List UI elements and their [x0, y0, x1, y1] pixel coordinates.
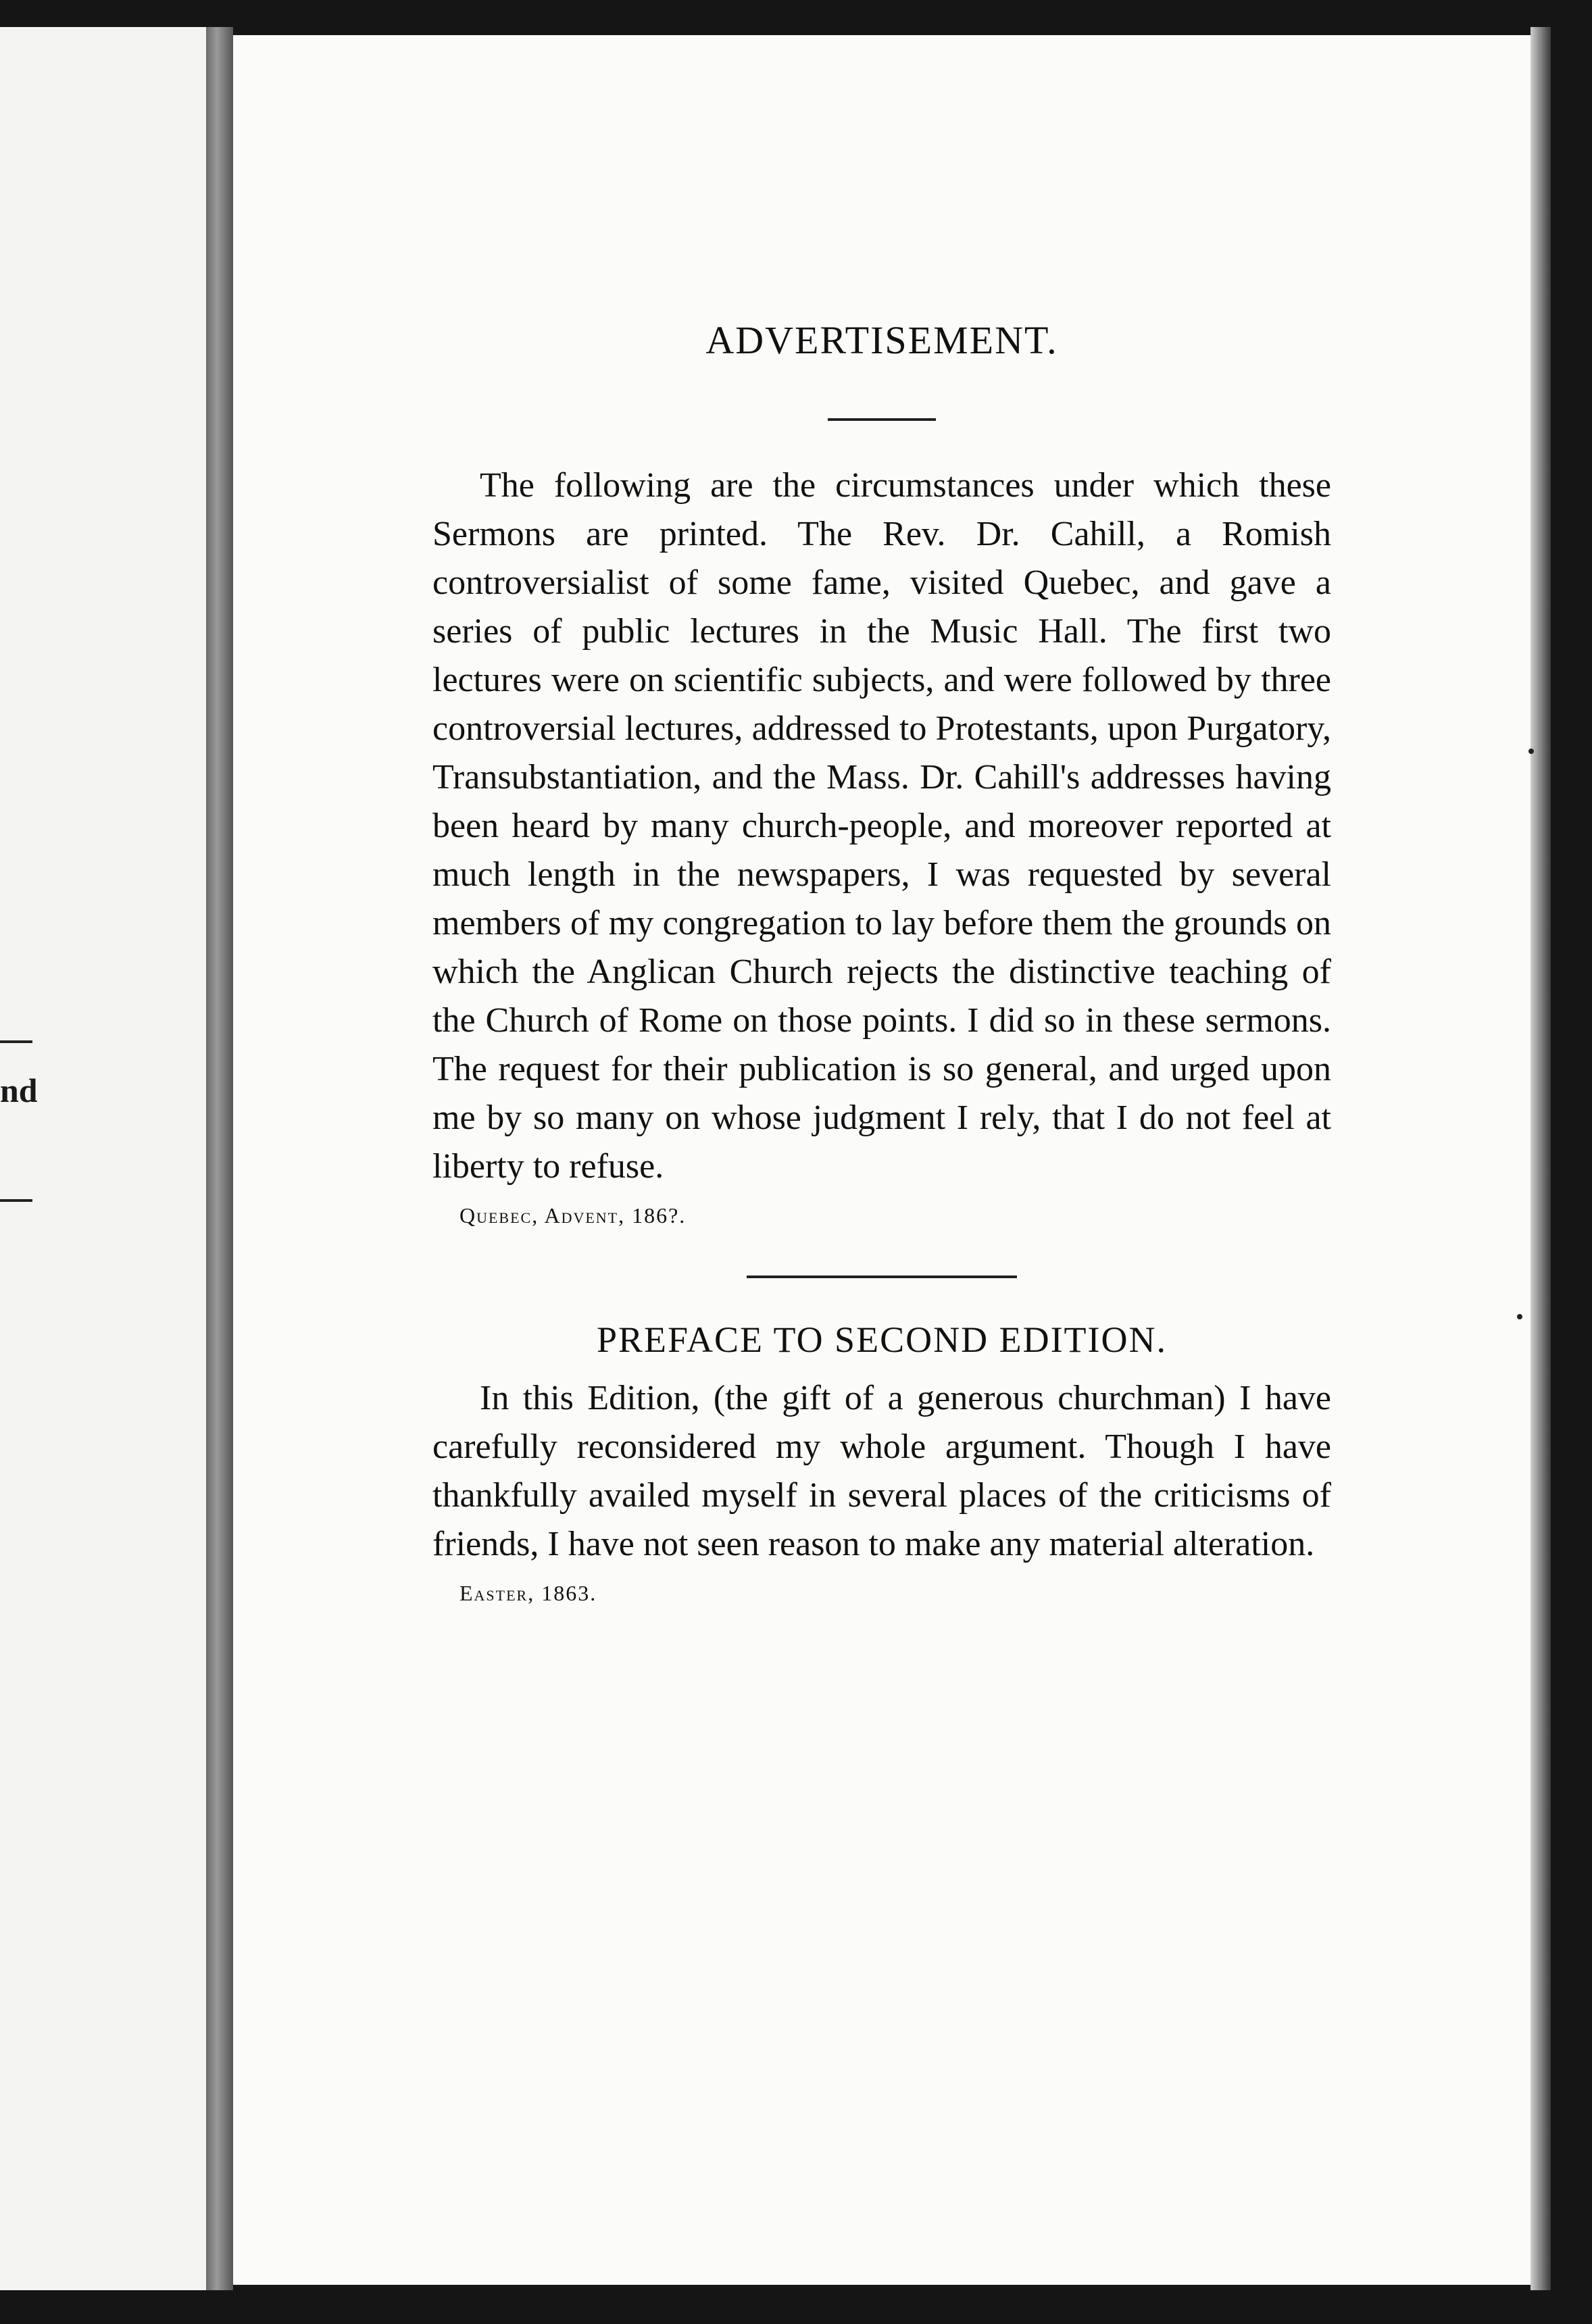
- advertisement-body: The following are the circumstances under which these Sermons are printed. The Rev. Dr. Cahill, a Romish controversialist of some fame, visited Quebec, and gave a series of public lectures in the Music Hall. The first two lectures were on scientific subjects, and were followed by three controversial lectures, addressed to Protestants, upon Purgatory, Transubstantiation, and the Mass. Dr. Cahill's addresses having been heard by many church-people, and moreover reported at much length in the newspapers, I was requested by several members of my congregation to lay before them the grounds on which the Anglican Church rejects the distinctive teaching of the Church of Rome on those points. I did so in these sermons. The request for their publication is so general, and urged upon me by so many on whose judgment I rely, that I do not feel at liberty to refuse.: [432, 466, 1331, 1186]
- previous-page-fragment: nd: [0, 1071, 38, 1109]
- previous-page-edge: [0, 27, 206, 2290]
- book-gutter: [206, 27, 233, 2290]
- preface-signature: Easter, 1863.: [459, 1581, 597, 1605]
- preface-body: In this Edition, (the gift of a generous churchman) I have carefully reconsidered my whole argument. Though I have thankfully availed myself in several places of the criticisms of friends, I have not seen reason to make any material alteration.: [432, 1379, 1331, 1563]
- scan-speck: [1517, 1314, 1522, 1319]
- preface-heading: PREFACE TO SECOND EDITION.: [596, 1319, 1168, 1360]
- section-divider: [747, 1275, 1017, 1278]
- previous-page-rule: [0, 1199, 32, 1202]
- heading-rule: [828, 418, 936, 421]
- previous-page-rule: [0, 1040, 32, 1043]
- advertisement-signature: Quebec, Advent, 186?.: [459, 1203, 687, 1228]
- advertisement-heading: ADVERTISEMENT.: [705, 318, 1058, 362]
- page-edge-shadow: [1531, 27, 1551, 2290]
- page-text: [432, 318, 1331, 1606]
- scan-speck: [1528, 749, 1534, 754]
